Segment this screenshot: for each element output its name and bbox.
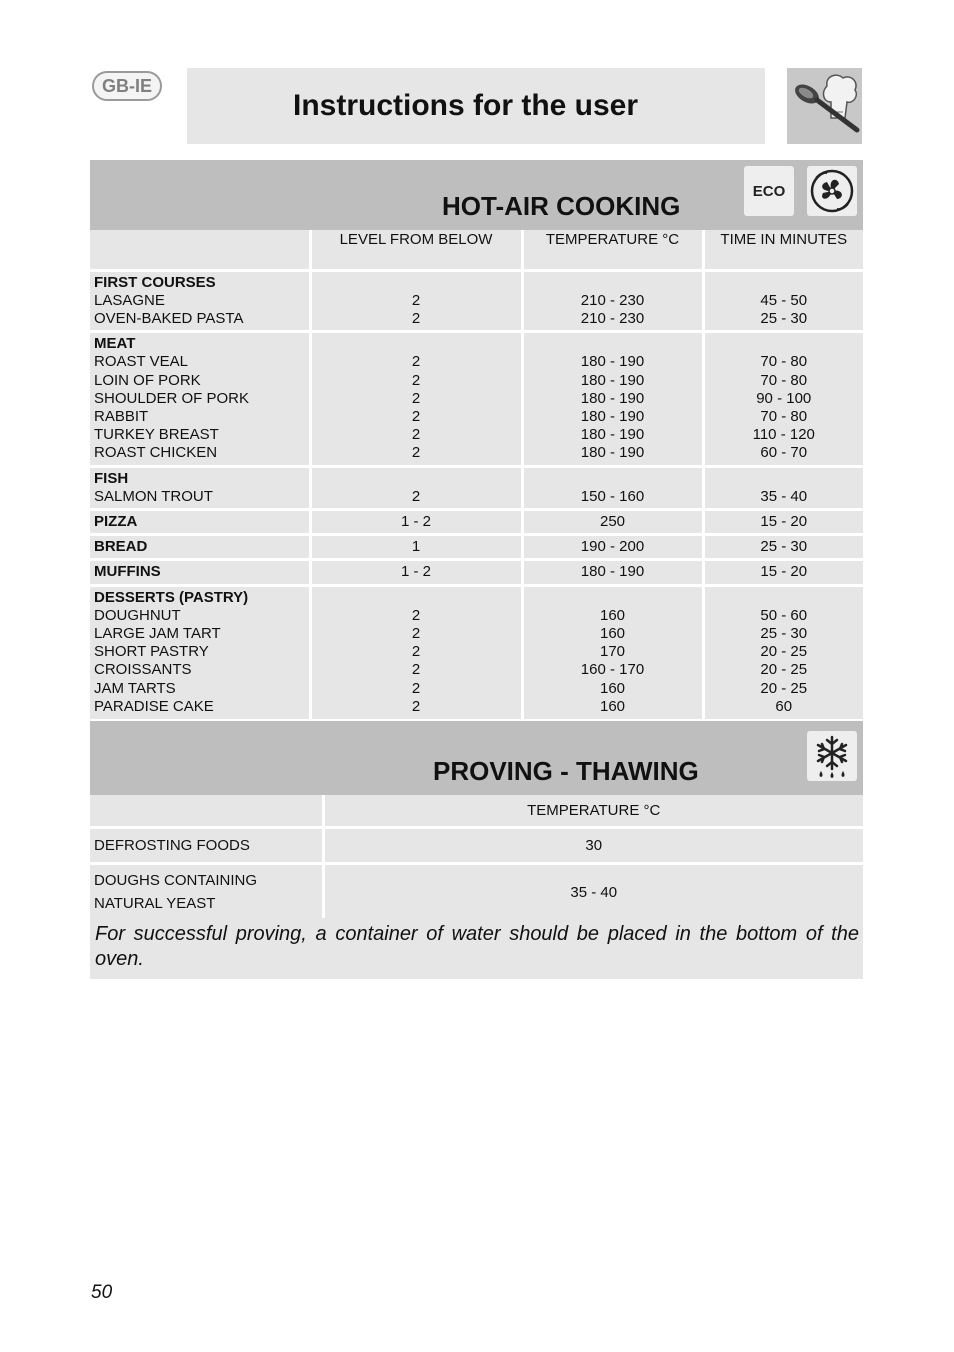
spoon-chef-hat-icon	[787, 68, 862, 144]
value: 210 - 230	[580, 291, 645, 309]
empty-header-cell	[90, 795, 323, 828]
value: 180 - 190	[580, 407, 645, 425]
value: 2	[411, 487, 421, 505]
language-badge: GB-IE	[92, 71, 162, 101]
value: 2	[411, 407, 421, 425]
dish-cell	[90, 509, 310, 534]
value-cell-levels	[310, 585, 522, 719]
value-cell-times	[703, 560, 863, 585]
table-row	[90, 535, 863, 560]
value-cell-levels	[310, 535, 522, 560]
dish-name: LASAGNE	[94, 291, 165, 309]
row-label-line: DOUGHS CONTAINING	[94, 872, 258, 889]
value: 20 - 25	[760, 643, 808, 661]
dish-name: ROAST VEAL	[94, 353, 188, 371]
value-cell-times	[703, 466, 863, 509]
column-header	[90, 230, 310, 270]
value: 25 - 30	[760, 624, 808, 642]
value: 160	[599, 679, 626, 697]
value-cell-levels	[310, 560, 522, 585]
table-row	[90, 332, 863, 466]
value: 2	[411, 624, 421, 642]
value: 2	[411, 444, 421, 462]
column-header-temperature: TEMPERATURE °C	[522, 230, 703, 270]
value: 180 - 190	[580, 563, 645, 581]
spacer	[709, 470, 860, 488]
value: 90 - 100	[756, 389, 812, 407]
dish-name: SHOULDER OF PORK	[94, 389, 250, 407]
value: 150 - 160	[580, 487, 645, 505]
value-cell-times	[703, 535, 863, 560]
table-row	[90, 560, 863, 585]
eco-icon	[744, 166, 794, 216]
hot-air-cooking-table	[90, 230, 863, 719]
value: 35 - 40	[760, 487, 808, 505]
dish-cell	[90, 585, 310, 719]
value: 180 - 190	[580, 426, 645, 444]
dish-cell	[90, 270, 310, 332]
dish-cell	[90, 560, 310, 585]
dish-category: FISH	[94, 469, 129, 487]
value-cell-times	[703, 585, 863, 719]
value-cell-temps	[522, 466, 703, 509]
dish-cell	[90, 332, 310, 466]
dish-name: LOIN OF PORK	[94, 371, 201, 389]
value: 2	[411, 697, 421, 715]
dish-category: MUFFINS	[94, 563, 161, 581]
value-cell-temps	[522, 560, 703, 585]
value-cell-temps	[522, 535, 703, 560]
spacer	[528, 470, 698, 488]
value-cell-times	[703, 509, 863, 534]
row-value: 35 - 40	[323, 864, 863, 920]
value: 180 - 190	[580, 389, 645, 407]
column-header-temperature: TEMPERATURE °C	[323, 795, 863, 828]
dish-name: JAM TARTS	[94, 679, 176, 697]
hot-air-cooking-header	[90, 160, 863, 230]
value: 2	[411, 309, 421, 327]
table-header-row	[90, 795, 863, 828]
value: 2	[411, 291, 421, 309]
fan-icon	[807, 166, 857, 216]
value: 180 - 190	[580, 444, 645, 462]
value: 170	[599, 643, 626, 661]
value-cell-levels	[310, 270, 522, 332]
value: 250	[599, 512, 626, 530]
dish-name: LARGE JAM TART	[94, 624, 221, 642]
dish-cell	[90, 466, 310, 509]
proving-note: For successful proving, a container of water should be placed in the bottom of the oven.	[90, 918, 863, 979]
row-value: 30	[323, 828, 863, 864]
dish-name: DOUGHNUT	[94, 606, 181, 624]
proving-thawing-table	[90, 795, 863, 919]
dish-name: SHORT PASTRY	[94, 643, 209, 661]
row-label-line: NATURAL YEAST	[94, 895, 216, 912]
dish-cell	[90, 535, 310, 560]
column-header-level: LEVEL FROM BELOW	[310, 230, 522, 270]
value: 180 - 190	[580, 371, 645, 389]
value: 15 - 20	[760, 563, 808, 581]
dish-name: PARADISE CAKE	[94, 697, 214, 715]
table-row	[90, 585, 863, 719]
value-cell-temps	[522, 270, 703, 332]
dish-name: ROAST CHICKEN	[94, 444, 218, 462]
spacer	[528, 589, 698, 607]
table-row	[90, 864, 863, 920]
value: 160	[599, 606, 626, 624]
proving-thawing-header	[90, 721, 863, 795]
spacer	[528, 335, 698, 353]
table-row	[90, 509, 863, 534]
dish-name: CROISSANTS	[94, 661, 192, 679]
dish-category: BREAD	[94, 538, 148, 556]
value-cell-levels	[310, 509, 522, 534]
value: 25 - 30	[760, 538, 808, 556]
value: 70 - 80	[760, 407, 808, 425]
value-cell-levels	[310, 332, 522, 466]
value: 160	[599, 697, 626, 715]
hot-air-cooking-title: HOT-AIR COOKING	[442, 191, 681, 221]
value: 2	[411, 643, 421, 661]
value: 2	[411, 661, 421, 679]
value: 2	[411, 679, 421, 697]
spacer	[709, 274, 860, 292]
value-cell-times	[703, 332, 863, 466]
page-number: 50	[91, 1282, 113, 1303]
value: 160	[599, 624, 626, 642]
spacer	[316, 470, 517, 488]
value: 60 - 70	[760, 444, 808, 462]
value: 70 - 80	[760, 371, 808, 389]
dish-category: MEAT	[94, 335, 136, 353]
dish-name: RABBIT	[94, 407, 149, 425]
table-header-row	[90, 230, 863, 270]
eco-label: ECO	[752, 182, 786, 200]
row-label: DEFROSTING FOODS	[90, 828, 323, 864]
value-cell-times	[703, 270, 863, 332]
dish-category: PIZZA	[94, 512, 138, 530]
value: 2	[411, 353, 421, 371]
value-cell-temps	[522, 509, 703, 534]
table-row	[90, 466, 863, 509]
value: 15 - 20	[760, 512, 808, 530]
value: 45 - 50	[760, 291, 808, 309]
spacer	[709, 589, 860, 607]
dish-name: OVEN-BAKED PASTA	[94, 309, 244, 327]
title-bar	[187, 68, 765, 144]
value: 25 - 30	[760, 309, 808, 327]
page-title: Instructions for the user	[293, 89, 639, 122]
dish-category: DESSERTS (PASTRY)	[94, 588, 249, 606]
spacer	[528, 274, 698, 292]
value: 2	[411, 389, 421, 407]
spacer	[316, 589, 517, 607]
spacer	[316, 335, 517, 353]
dish-name: TURKEY BREAST	[94, 426, 219, 444]
value: 50 - 60	[760, 606, 808, 624]
value: 1 - 2	[400, 512, 431, 530]
value: 190 - 200	[580, 538, 645, 556]
snowflake-icon	[807, 731, 857, 781]
value: 20 - 25	[760, 679, 808, 697]
value: 2	[411, 426, 421, 444]
value: 2	[411, 606, 421, 624]
spacer	[709, 335, 860, 353]
proving-thawing-title: PROVING - THAWING	[433, 756, 699, 786]
value: 60	[775, 697, 793, 715]
column-header-time: TIME IN MINUTES	[703, 230, 863, 270]
spacer	[316, 274, 517, 292]
value: 180 - 190	[580, 353, 645, 371]
value-cell-temps	[522, 332, 703, 466]
table-row	[90, 828, 863, 864]
value: 1 - 2	[400, 563, 431, 581]
row-label	[90, 864, 323, 920]
value: 1	[411, 538, 421, 556]
value: 2	[411, 371, 421, 389]
value: 160 - 170	[580, 661, 645, 679]
value: 110 - 120	[752, 426, 815, 444]
value: 20 - 25	[760, 661, 808, 679]
value-cell-levels	[310, 466, 522, 509]
value-cell-temps	[522, 585, 703, 719]
value: 210 - 230	[580, 309, 645, 327]
table-row	[90, 270, 863, 332]
dish-category: FIRST COURSES	[94, 273, 216, 291]
dish-name: SALMON TROUT	[94, 487, 213, 505]
value: 70 - 80	[760, 353, 808, 371]
